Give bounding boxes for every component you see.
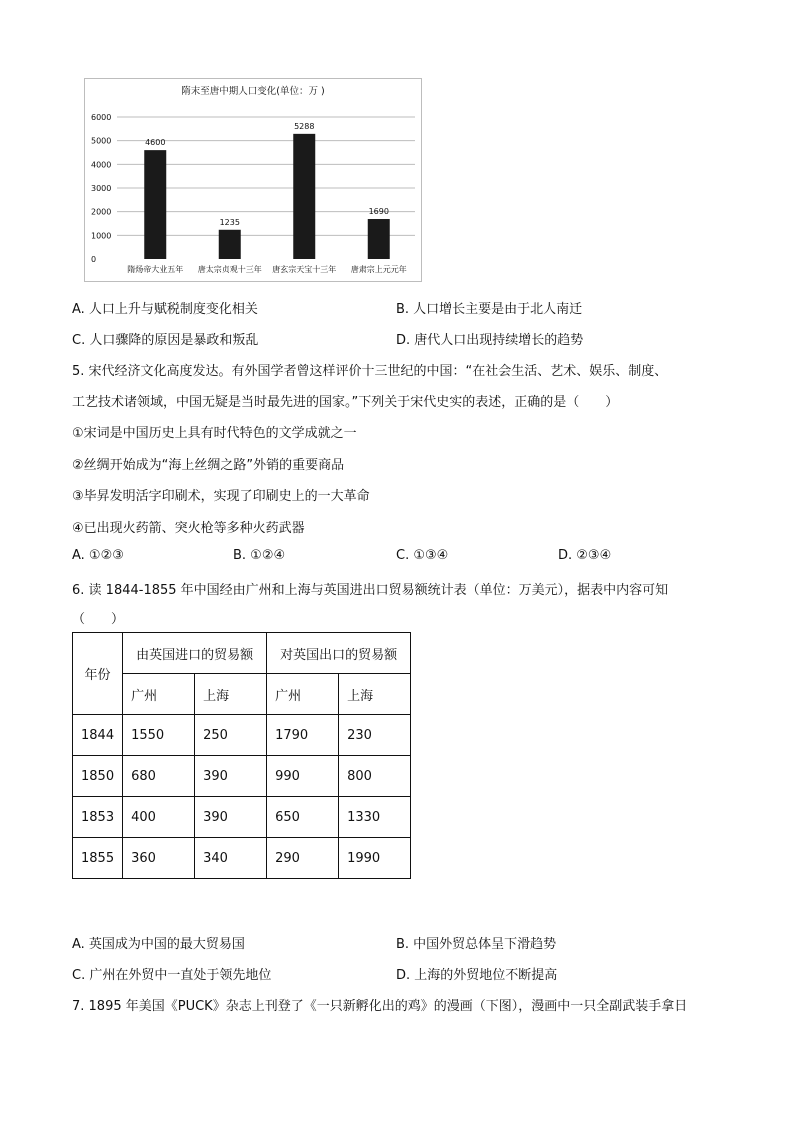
category-label: 唐肃宗上元元年 (350, 265, 407, 274)
q7-stem-line1: 7. 1895 年美国《PUCK》杂志上刊登了《一只新孵化出的鸡》的漫画（下图），漫画中一只全副武装手拿日 (72, 999, 688, 1014)
chart-data-labels (145, 122, 389, 227)
q5-stem-line2: 工艺技术诸领域，中国无疑是当时最先进的国家。”下列关于宋代史实的表述，正确的是（ ） (72, 395, 619, 410)
bar (219, 230, 241, 259)
cell-value: 1990 (339, 838, 411, 879)
chart-category-labels (127, 264, 407, 274)
q5-item-4: ④已出现火药箭、突火枪等多种火药武器 (72, 521, 305, 536)
cell-value: 290 (267, 838, 339, 879)
q5-option-b[interactable]: B. ①②④ (233, 548, 286, 563)
cell-value: 340 (195, 838, 267, 879)
bar (144, 150, 166, 259)
q5-option-a[interactable]: A. ①②③ (72, 548, 124, 563)
data-label: 5288 (294, 121, 315, 131)
q5-option-d[interactable]: D. ②③④ (558, 548, 612, 563)
q4-option-b[interactable]: B. 人口增长主要是由于北人南迁 (396, 302, 583, 317)
chart-title: 隋末至唐中期人口变化(单位：万 ) (181, 86, 325, 97)
cell-value: 800 (339, 756, 411, 797)
q6-stem-line2: （ ） (72, 612, 125, 627)
cell-value: 680 (123, 756, 195, 797)
y-tick-label: 6000 (91, 113, 112, 122)
cell-value: 1550 (123, 715, 195, 756)
y-tick-label: 3000 (91, 184, 112, 193)
q5-option-c[interactable]: C. ①③④ (396, 548, 449, 563)
cell-value: 990 (267, 756, 339, 797)
category-label: 唐太宗贞观十三年 (197, 265, 262, 274)
q6-option-d[interactable]: D. 上海的外贸地位不断提高 (396, 968, 558, 983)
table-row (73, 756, 411, 797)
y-tick-label: 0 (91, 255, 97, 264)
population-bar-chart (84, 78, 422, 282)
cell-value: 390 (195, 756, 267, 797)
q5-item-1: ①宋词是中国历史上具有时代特色的文学成就之一 (72, 426, 357, 441)
subheader-export-guangzhou: 广州 (267, 674, 339, 715)
year-header: 年份 (73, 633, 123, 715)
trade-table (72, 632, 411, 879)
q6-option-b[interactable]: B. 中国外贸总体呈下滑趋势 (396, 937, 557, 952)
y-tick-label: 5000 (91, 136, 112, 146)
cell-year: 1844 (73, 715, 123, 756)
cell-value: 1790 (267, 715, 339, 756)
cell-value: 250 (195, 715, 267, 756)
y-tick-label: 2000 (91, 207, 112, 217)
data-label: 1235 (219, 217, 240, 227)
cell-value: 400 (123, 797, 195, 838)
q5-stem-line1: 5. 宋代经济文化高度发达。有外国学者曾这样评价十三世纪的中国：“在社会生活、艺术、娱乐、制度、 (72, 364, 668, 379)
cell-value: 230 (339, 715, 411, 756)
data-label: 4600 (145, 138, 166, 148)
table-row (73, 715, 411, 756)
y-tick-label: 1000 (91, 231, 112, 241)
category-label: 唐玄宗天宝十三年 (272, 265, 337, 274)
bar (293, 134, 315, 259)
cell-year: 1855 (73, 838, 123, 879)
cell-year: 1853 (73, 797, 123, 838)
export-header: 对英国出口的贸易额 (267, 633, 411, 674)
subheader-import-shanghai: 上海 (195, 674, 267, 715)
cell-year: 1850 (73, 756, 123, 797)
y-tick-label: 4000 (91, 160, 112, 170)
q4-option-c[interactable]: C. 人口骤降的原因是暴政和叛乱 (72, 333, 259, 348)
q4-option-d[interactable]: D. 唐代人口出现持续增长的趋势 (396, 333, 584, 348)
chart-canvas (85, 79, 421, 281)
q6-option-a[interactable]: A. 英国成为中国的最大贸易国 (72, 937, 245, 952)
table-row (73, 797, 411, 838)
q5-item-2: ②丝绸开始成为“海上丝绸之路”外销的重要商品 (72, 458, 345, 473)
cell-value: 390 (195, 797, 267, 838)
table-header-row (73, 633, 411, 674)
subheader-import-guangzhou: 广州 (123, 674, 195, 715)
cell-value: 1330 (339, 797, 411, 838)
table-subheader-row (73, 674, 411, 715)
q4-option-a[interactable]: A. 人口上升与赋税制度变化相关 (72, 302, 258, 317)
bar (368, 219, 390, 259)
cell-value: 650 (267, 797, 339, 838)
chart-y-ticks (91, 113, 111, 264)
data-label: 1690 (368, 207, 389, 217)
import-header: 由英国进口的贸易额 (123, 633, 267, 674)
chart-bars (144, 134, 390, 259)
cell-value: 360 (123, 838, 195, 879)
table-row (73, 838, 411, 879)
category-label: 隋炀帝大业五年 (127, 265, 184, 274)
subheader-export-shanghai: 上海 (339, 674, 411, 715)
q5-item-3: ③毕昇发明活字印刷术，实现了印刷史上的一大革命 (72, 489, 370, 504)
q6-stem-line1: 6. 读 1844-1855 年中国经由广州和上海与英国进出口贸易额统计表（单位：万美元），据表中内容可知 (72, 583, 669, 598)
q6-option-c[interactable]: C. 广州在外贸中一直处于领先地位 (72, 968, 272, 983)
